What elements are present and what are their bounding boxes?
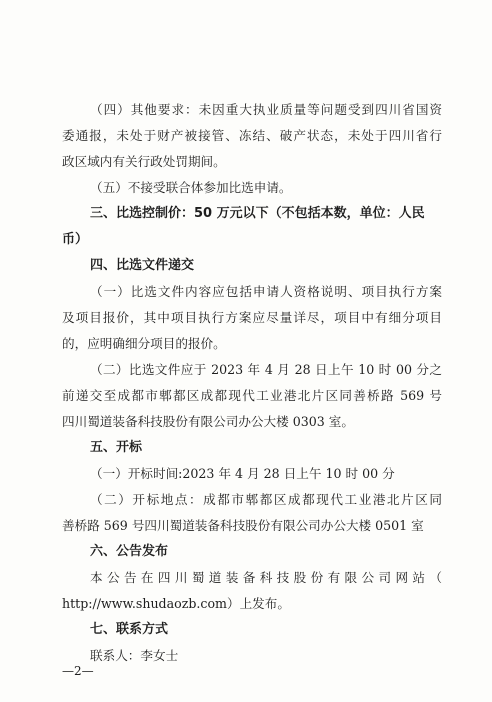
section-7-heading: 七、联系方式: [90, 622, 169, 637]
clause-4-2-line-1: （二）比选文件应于 2023 年 4 月 28 日上午 10 时 00 分之: [90, 362, 442, 377]
clause-5-2-line-2: 善桥路 569 号四川蜀道装备科技股份有限公司办公大楼 0501 室: [62, 518, 424, 533]
page-number: —2—: [62, 664, 94, 678]
section-4-heading: 四、比选文件递交: [90, 258, 195, 273]
section-3-heading-line-2: 币）: [62, 232, 89, 247]
clause-5-2-line-1: （二）开标地点：成都市郫都区成都现代工业港北片区同: [90, 492, 442, 507]
section-6-heading: 六、公告发布: [90, 544, 169, 559]
clause-4-5: （五）不接受联合体参加比选申请。: [90, 180, 292, 195]
section-3-heading-line-1: 三、比选控制价：50 万元以下（不包括本数，单位：人民: [90, 206, 425, 221]
clause-6-line-2: http://www.shudaozb.com）上发布。: [62, 596, 290, 611]
clause-4-2-line-2: 前递交至成都市郫都区成都现代工业港北片区同善桥路 569 号: [62, 388, 442, 403]
contact-person: 联系人：李女士: [90, 648, 179, 663]
clause-4-1-line-3: 的，应明确细分项目的报价。: [62, 336, 226, 351]
clause-4-2-line-3: 四川蜀道装备科技股份有限公司办公大楼 0303 室。: [62, 414, 354, 429]
clause-4-1-line-1: （一）比选文件内容应包括申请人资格说明、项目执行方案: [90, 284, 442, 299]
clause-4-4-line-2: 委通报，未处于财产被接管、冻结、破产状态，未处于四川省行: [62, 128, 442, 143]
section-5-heading: 五、开标: [90, 440, 143, 455]
clause-4-4-line-3: 政区域内有关行政处罚期间。: [62, 154, 226, 169]
clause-6-line-1: 本公告在四川蜀道装备科技股份有限公司网站（: [90, 570, 442, 585]
clause-5-1: （一）开标时间:2023 年 4 月 28 日上午 10 时 00 分: [90, 466, 395, 481]
clause-4-4-line-1: （四）其他要求：未因重大执业质量等问题受到四川省国资: [90, 102, 442, 117]
clause-4-1-line-2: 及项目报价，其中项目执行方案应尽量详尽，项目中有细分项目: [62, 310, 442, 325]
